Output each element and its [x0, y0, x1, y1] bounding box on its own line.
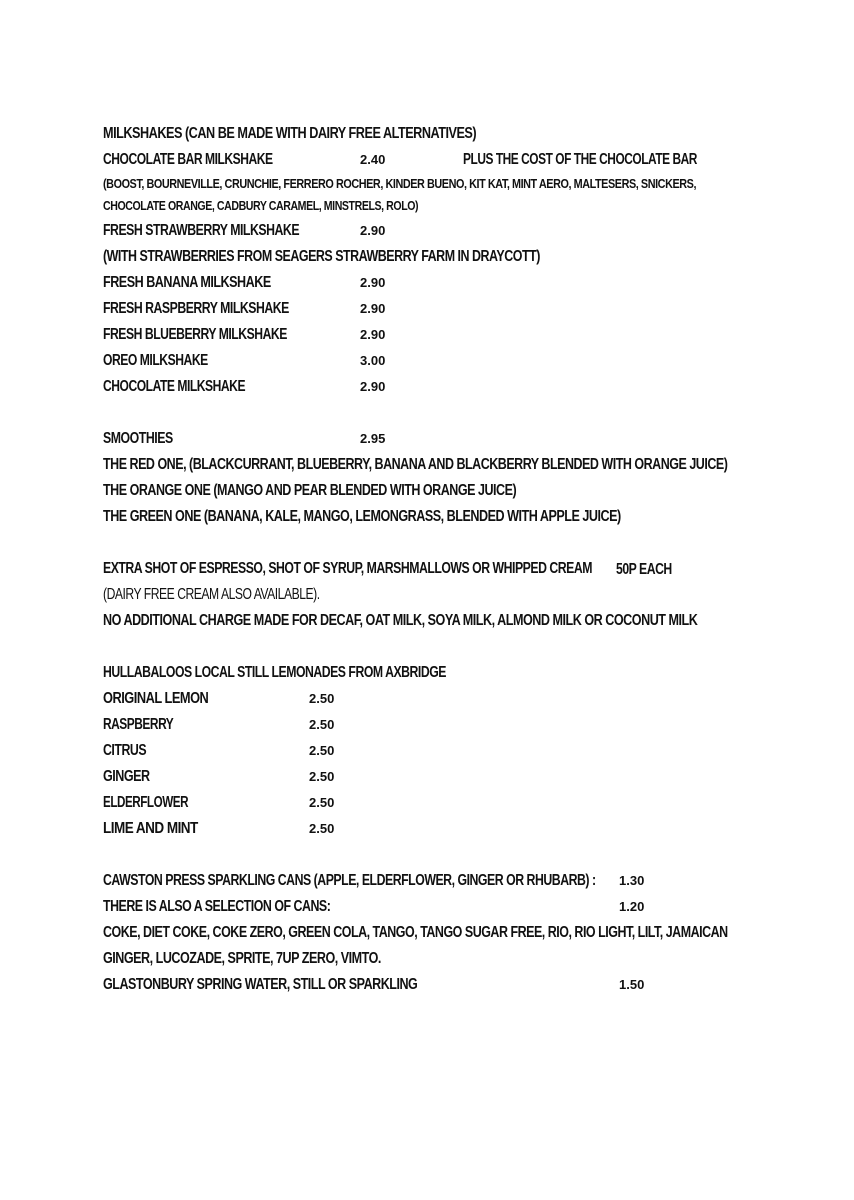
lemonade-name: GINGER	[103, 768, 150, 785]
lemonade-price: 2.50	[309, 717, 335, 732]
strawberry-milkshake-price: 2.90	[360, 223, 386, 238]
menu-item-price: 3.00	[360, 353, 386, 368]
dairy-free-note: (DAIRY FREE CREAM ALSO AVAILABLE).	[103, 586, 320, 603]
extras-line: EXTRA SHOT OF ESPRESSO, SHOT OF SYRUP, MARSHMALLOWS OR WHIPPED CREAM	[103, 560, 592, 577]
cans-list-line1: COKE, DIET COKE, COKE ZERO, GREEN COLA, TANGO, TANGO SUGAR FREE, RIO, RIO LIGHT, LILT, JAMAICAN	[103, 924, 728, 941]
smoothie-item: THE GREEN ONE (BANANA, KALE, MANGO, LEMONGRASS, BLENDED WITH APPLE JUICE)	[103, 508, 621, 525]
cawston-cans-price: 1.30	[619, 873, 645, 888]
menu-item-price: 2.90	[360, 301, 386, 316]
lemonade-price: 2.50	[309, 743, 335, 758]
spring-water-name: GLASTONBURY SPRING WATER, STILL OR SPARKLING	[103, 976, 418, 993]
smoothie-item: THE ORANGE ONE (MANGO AND PEAR BLENDED WITH ORANGE JUICE)	[103, 482, 517, 499]
menu-item-name: FRESH RASPBERRY MILKSHAKE	[103, 300, 289, 317]
lemonades-heading: HULLABALOOS LOCAL STILL LEMONADES FROM AXBRIDGE	[103, 664, 446, 681]
lemonade-name: RASPBERRY	[103, 716, 174, 733]
chocolate-bar-options-line2: CHOCOLATE ORANGE, CADBURY CARAMEL, MINSTRELS, ROLO)	[103, 199, 419, 213]
smoothies-price: 2.95	[360, 431, 386, 446]
cans-list-line2: GINGER, LUCOZADE, SPRITE, 7UP ZERO, VIMTO.	[103, 950, 381, 967]
lemonade-price: 2.50	[309, 691, 335, 706]
smoothie-item: THE RED ONE, (BLACKCURRANT, BLUEBERRY, BANANA AND BLACKBERRY BLENDED WITH ORANGE JUICE)	[103, 456, 728, 473]
smoothies-heading: SMOOTHIES	[103, 430, 173, 447]
lemonade-price: 2.50	[309, 821, 335, 836]
lemonade-name: ELDERFLOWER	[103, 794, 189, 811]
milkshakes-heading: MILKSHAKES (CAN BE MADE WITH DAIRY FREE ALTERNATIVES)	[103, 125, 477, 142]
extras-price: 50P EACH	[616, 561, 672, 578]
chocolate-bar-options-line1: (BOOST, BOURNEVILLE, CRUNCHIE, FERRERO ROCHER, KINDER BUENO, KIT KAT, MINT AERO, MALTESERS, SNICKERS,	[103, 177, 697, 191]
menu-item-name: FRESH BLUEBERRY MILKSHAKE	[103, 326, 287, 343]
no-charge-note: NO ADDITIONAL CHARGE MADE FOR DECAF, OAT MILK, SOYA MILK, ALMOND MILK OR COCONUT MILK	[103, 612, 698, 629]
chocolate-bar-milkshake-name: CHOCOLATE BAR MILKSHAKE	[103, 151, 273, 168]
cawston-cans-name: CAWSTON PRESS SPARKLING CANS (APPLE, ELDERFLOWER, GINGER OR RHUBARB) :	[103, 872, 596, 889]
menu-item-name: FRESH BANANA MILKSHAKE	[103, 274, 271, 291]
lemonade-name: CITRUS	[103, 742, 147, 759]
cans-selection-name: THERE IS ALSO A SELECTION OF CANS:	[103, 898, 331, 915]
strawberry-milkshake-name: FRESH STRAWBERRY MILKSHAKE	[103, 222, 300, 239]
menu-item-name: OREO MILKSHAKE	[103, 352, 208, 369]
chocolate-bar-milkshake-price: 2.40	[360, 152, 386, 167]
menu-item-price: 2.90	[360, 275, 386, 290]
chocolate-bar-note: PLUS THE COST OF THE CHOCOLATE BAR	[463, 151, 697, 168]
lemonade-price: 2.50	[309, 769, 335, 784]
menu-item-price: 2.90	[360, 379, 386, 394]
cans-selection-price: 1.20	[619, 899, 645, 914]
menu-item-name: CHOCOLATE MILKSHAKE	[103, 378, 246, 395]
menu-item-price: 2.90	[360, 327, 386, 342]
lemonade-price: 2.50	[309, 795, 335, 810]
spring-water-price: 1.50	[619, 977, 645, 992]
strawberry-milkshake-note: (WITH STRAWBERRIES FROM SEAGERS STRAWBERRY FARM IN DRAYCOTT)	[103, 248, 540, 265]
lemonade-name: LIME AND MINT	[103, 820, 198, 837]
lemonade-name: ORIGINAL LEMON	[103, 690, 209, 707]
